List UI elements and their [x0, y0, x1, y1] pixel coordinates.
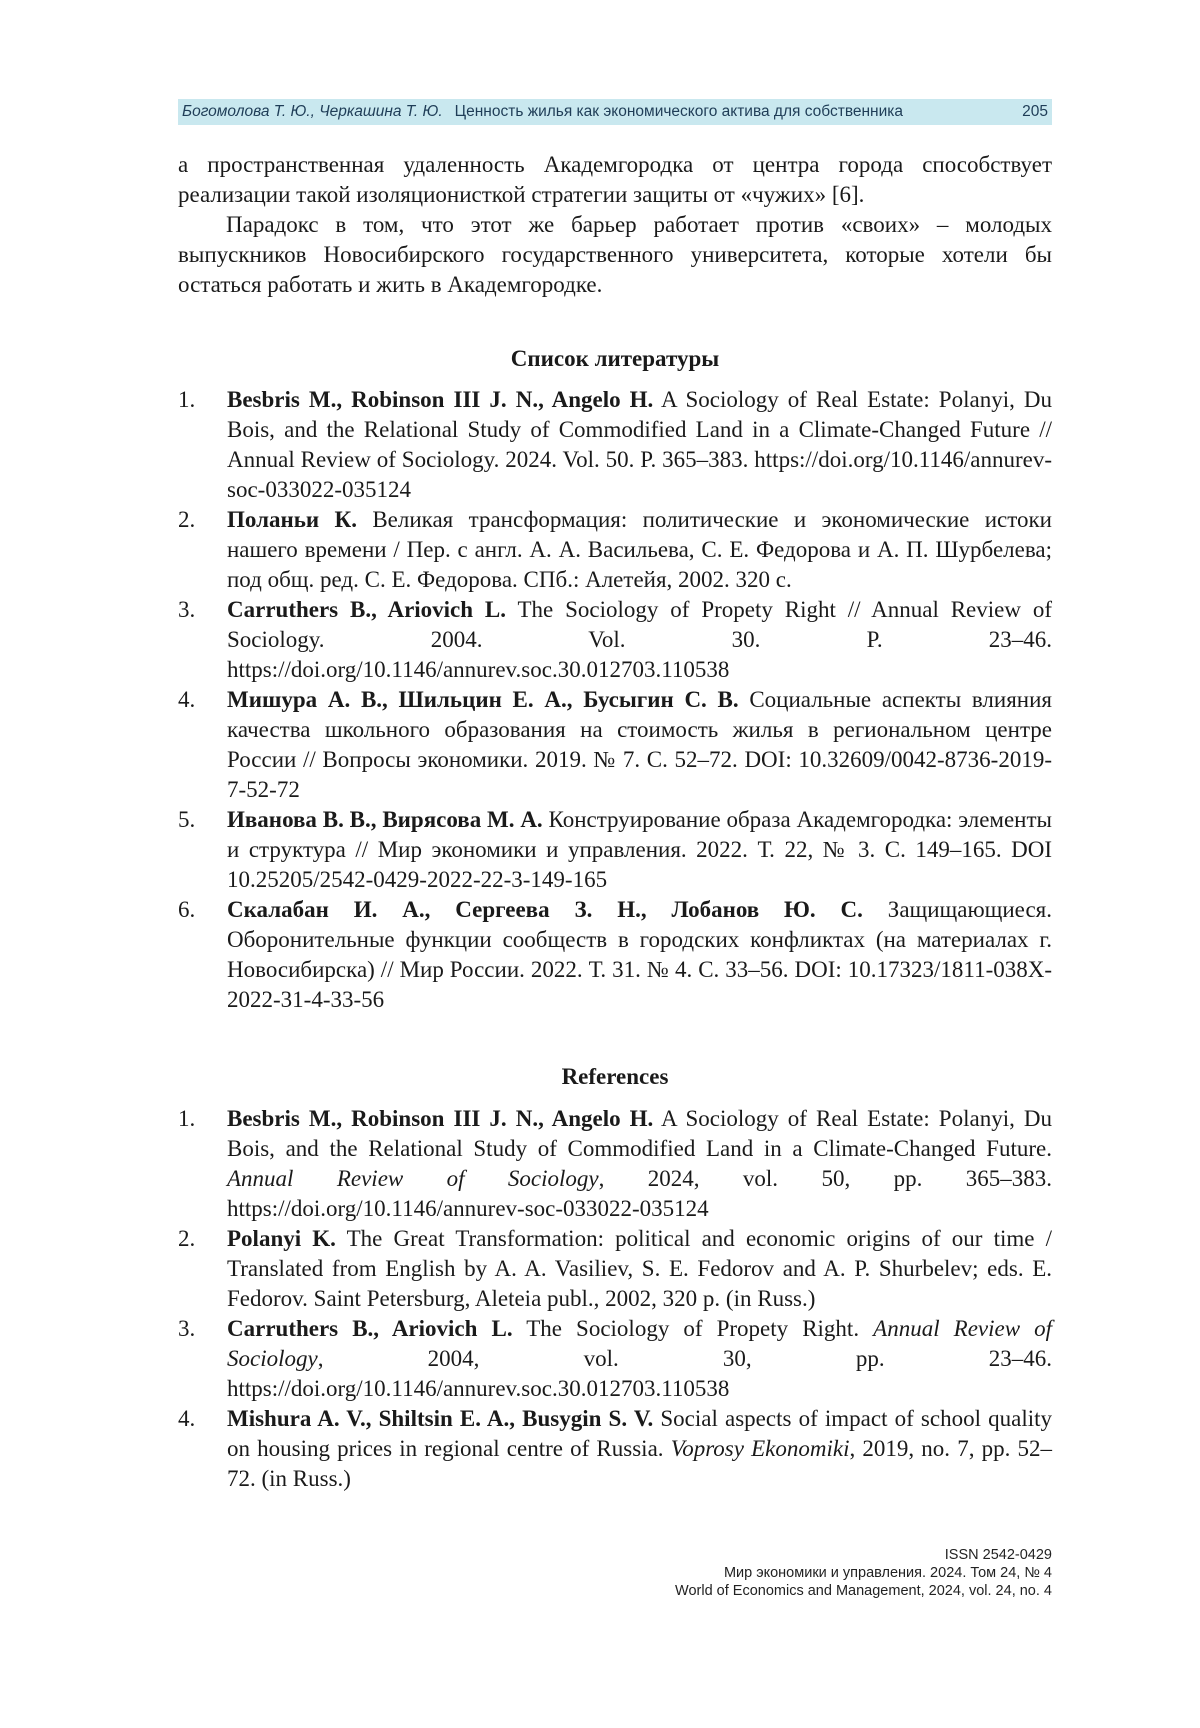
ref-journal: Annual Review of Sociology	[227, 1316, 1052, 1371]
ref-text: Social aspects of impact of school quality on housing prices in regional centre of Russia.	[227, 1406, 1052, 1461]
ref-authors: Polanyi K.	[227, 1226, 336, 1251]
ref-number: 5.	[178, 807, 196, 832]
literature-heading: Список литературы	[510, 346, 720, 371]
references-item	[178, 1224, 1052, 1314]
ref-details: , 2019, no. 7, pp. 52–72. (in Russ.)	[227, 1436, 1052, 1491]
ref-number: 4.	[178, 1406, 196, 1431]
ref-details: , 2004, vol. 30, pp. 23–46. https://doi.org/10.1146/annurev.soc.30.012703.110538	[227, 1346, 1052, 1401]
footer-journal-en: World of Economics and Management, 2024, vol. 24, no. 4	[675, 1583, 1052, 1599]
literature-item	[178, 595, 1052, 685]
ref-authors: Поланьи К.	[227, 507, 357, 532]
literature-item	[178, 685, 1052, 805]
ref-number: 6.	[178, 897, 196, 922]
ref-authors: Mishura A. V., Shiltsin E. A., Busygin S. V.	[227, 1406, 654, 1431]
ref-number: 4.	[178, 687, 196, 712]
ref-text: Великая трансформация: политические и экономические истоки нашего времени / Пер. с англ. А. А. Васильева, С. Е. Федорова и А. П. Шурбелева; под общ. ред. С. Е. Федорова. СПб.: Алетейя, 2002. 320 с.	[227, 507, 1052, 592]
ref-text: Социальные аспекты влияния качества школьного образования на стоимость жилья в региональном центре России // Вопросы экономики. 2019. № 7. С. 52–72. DOI: 10.32609/0042-8736-2019-7-52-72	[227, 687, 1052, 802]
running-header	[178, 99, 1052, 125]
ref-text: A Sociology of Real Estate: Polanyi, Du Bois, and the Relational Study of Commodified Land in a Climate-Changed Future // Annual Review of Sociology. 2024. Vol. 50. P. 365–383. https://doi.org/10.1146/annurev-soc-033022-035124	[227, 387, 1052, 502]
ref-number: 2.	[178, 507, 196, 532]
ref-authors: Мишура А. В., Шильцин Е. А., Бусыгин С. В.	[227, 687, 739, 712]
ref-authors: Besbris M., Robinson III J. N., Angelo H.	[227, 387, 654, 412]
ref-text: The Great Transformation: political and economic origins of our time / Translated from English by A. A. Vasiliev, S. E. Fedorov and A. P. Shurbelev; eds. E. Fedorov. Saint Petersburg, Aleteia publ., 2002, 320 p. (in Russ.)	[227, 1226, 1053, 1311]
literature-item	[178, 505, 1052, 595]
ref-authors: Carruthers B., Ariovich L.	[227, 597, 507, 622]
footer-journal-ru: Мир экономики и управления. 2024. Том 24, № 4	[723, 1565, 1052, 1581]
ref-details: , 2024, vol. 50, pp. 365–383. https://doi.org/10.1146/annurev-soc-033022-035124	[227, 1166, 1052, 1221]
body-paragraph-2: Парадокс в том, что этот же барьер работает против «своих» – молодых выпускников Новосибирского государственного университета, которые хотели бы остаться работать и жить в Академгородке.	[178, 212, 1052, 297]
references-item	[178, 1104, 1052, 1224]
body-text	[178, 150, 1052, 300]
literature-item	[178, 805, 1052, 895]
ref-authors: Besbris M., Robinson III J. N., Angelo H.	[227, 1106, 654, 1131]
header-authors: Богомолова Т. Ю., Черкашина Т. Ю.	[182, 103, 443, 120]
ref-text: A Sociology of Real Estate: Polanyi, Du Bois, and the Relational Study of Commodified Land in a Climate-Changed Future.	[227, 1106, 1052, 1161]
header-article-title: Ценность жилья как экономического актива для собственника	[454, 103, 904, 120]
references-list	[178, 1104, 1052, 1494]
ref-journal: Annual Review of Sociology	[227, 1166, 599, 1191]
ref-authors: Carruthers B., Ariovich L.	[227, 1316, 513, 1341]
ref-number: 1.	[178, 1106, 196, 1131]
ref-authors: Иванова В. В., Вирясова М. А.	[227, 807, 543, 832]
ref-number: 3.	[178, 597, 196, 622]
literature-item	[178, 385, 1052, 505]
ref-text: The Sociology of Propety Right.	[512, 1316, 874, 1341]
body-paragraph-1: а пространственная удаленность Академгородка от центра города способствует реализации такой изоляционисткой стратегии защиты от «чужих» [6].	[178, 152, 1052, 207]
ref-text: Защищающиеся. Оборонительные функции сообществ в городских конфликтах (на материалах г. Новосибирска) // Мир России. 2022. Т. 31. № 4. С. 33–56. DOI: 10.17323/1811-038X-2022-31-4-33-56	[227, 897, 1052, 1012]
ref-authors: Скалабан И. А., Сергеева З. Н., Лобанов Ю. С.	[227, 897, 863, 922]
ref-number: 2.	[178, 1226, 196, 1251]
ref-text: The Sociology of Propety Right // Annual Review of Sociology. 2004. Vol. 30. P. 23–46. https://doi.org/10.1146/annurev.soc.30.012703.110538	[227, 597, 1052, 682]
references-heading: References	[561, 1064, 669, 1089]
ref-number: 3.	[178, 1316, 196, 1341]
footer-issn: ISSN 2542-0429	[944, 1547, 1052, 1563]
journal-footer	[675, 1546, 1052, 1600]
references-item	[178, 1404, 1052, 1494]
literature-item	[178, 895, 1052, 1015]
references-item	[178, 1314, 1052, 1404]
ref-text: Конструирование образа Академгородка: элементы и структура // Мир экономики и управления. 2022. Т. 22, № 3. С. 149–165. DOI 10.25205/2542-0429-2022-22-3-149-165	[227, 807, 1052, 892]
literature-list	[178, 385, 1052, 1015]
ref-number: 1.	[178, 387, 196, 412]
ref-journal: Voprosy Ekonomiki	[670, 1436, 850, 1461]
page-number: 205	[1022, 103, 1048, 120]
